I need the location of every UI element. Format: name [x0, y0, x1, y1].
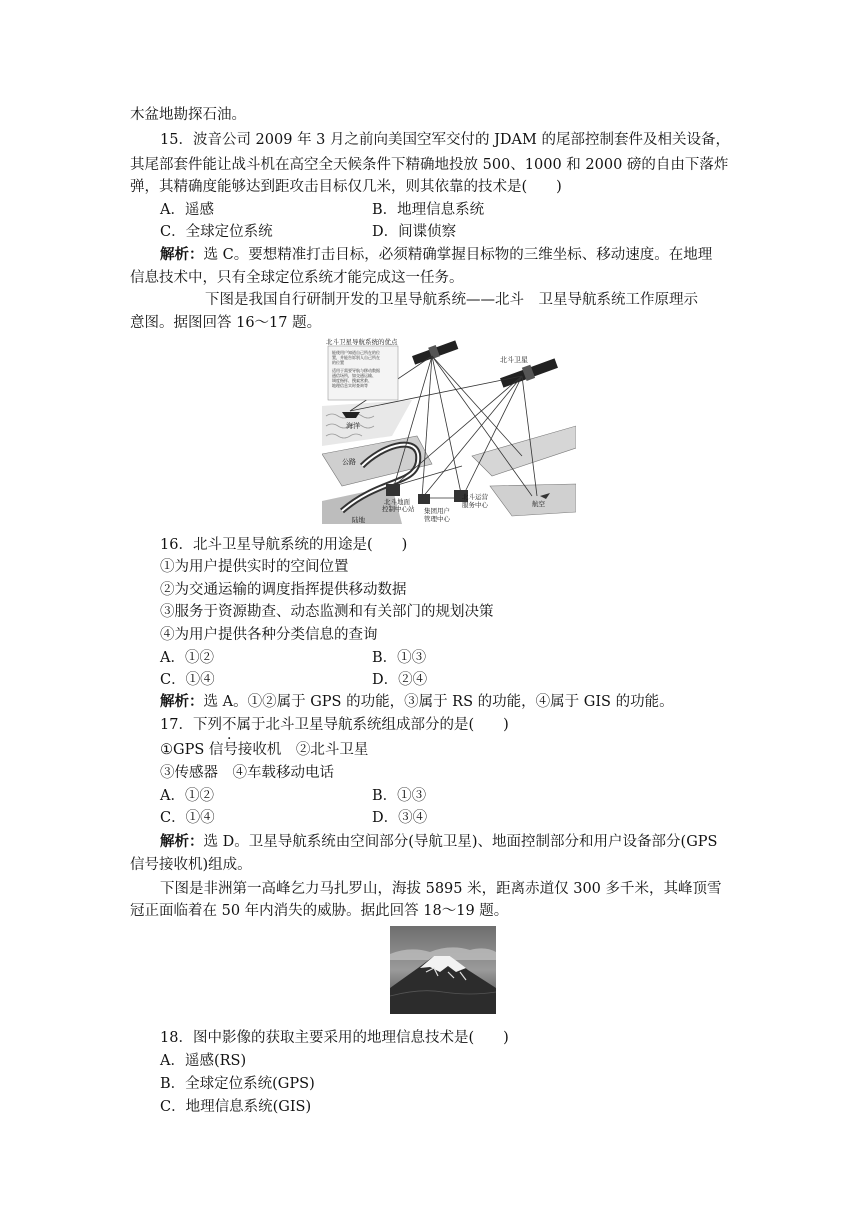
list-item: ①GPS 信号接收机 ②北斗卫星: [160, 742, 369, 758]
option-d: D．③④: [372, 810, 428, 826]
question-text: 属于北斗卫星导航系统组成部分的是( ): [236, 717, 509, 733]
option-c: C．全球定位系统: [160, 224, 273, 240]
label-control-center: 控制中心站: [382, 505, 415, 513]
explanation-text: 选 A。①②属于 GPS 的功能，③属于 RS 的功能，④属于 GIS 的功能。: [203, 694, 674, 710]
option-b: B．①③: [372, 788, 427, 804]
building-icon: [418, 494, 430, 504]
text-line: 木盆地勘探石油。: [130, 107, 246, 123]
emphasis-mark: 不: [221, 717, 237, 733]
label-ocean: 海洋: [346, 422, 360, 430]
text-line: 冠正面临着在 50 年内消失的威胁。据此回答 18～19 题。: [130, 903, 509, 919]
option-c: C．地理信息系统(GIS): [160, 1099, 312, 1115]
question-16: 16．北斗卫星导航系统的用途是( ): [160, 537, 408, 553]
option-a: A．①②: [160, 788, 214, 804]
list-item: ③服务于资源勘查、动态监测和有关部门的规划决策: [160, 604, 494, 620]
option-d: D．间谍侦察: [372, 224, 457, 240]
explanation-15: [160, 245, 712, 265]
label-aviation: 航空: [532, 500, 545, 508]
figure-intro: 下图是非洲第一高峰乞力马扎罗山，海拔 5895 米，距离赤道仅 300 多千米，其峰顶雪: [160, 881, 722, 897]
legend-title: 北斗卫星导航系统的优点: [326, 338, 398, 346]
list-item: ②为交通运输的调度指挥提供移动数据: [160, 582, 407, 598]
option-d: D．②④: [372, 672, 428, 688]
label-group-user: 集团用户: [424, 507, 450, 515]
text-line: 意图。据图回答 16～17 题。: [130, 315, 322, 331]
list-item: ④为用户提供各种分类信息的查询: [160, 627, 378, 643]
explanation-label: 解析：: [160, 693, 204, 710]
legend-text: 地理信息实时查询等: [332, 383, 368, 388]
question-18: 18．图中影像的获取主要采用的地理信息技术是( ): [160, 1030, 509, 1046]
label-road: 公路: [342, 458, 356, 466]
label-satellite: 北斗卫星: [500, 356, 528, 364]
list-item: ①为用户提供实时的空间位置: [160, 559, 349, 575]
question-text: 17．下列: [160, 717, 222, 733]
option-c: C．①④: [160, 672, 215, 688]
kilimanjaro-photo: [390, 926, 496, 1014]
label-control-center: 北斗地面: [384, 498, 410, 506]
option-b: B．地理信息系统: [372, 202, 485, 218]
text-line: 弹，其精确度能够达到距攻击目标仅几米，则其依靠的技术是( ): [130, 179, 562, 195]
explanation-label: 解析：: [160, 246, 204, 263]
text-line: 信号接收机)组成。: [130, 857, 252, 873]
explanation-17: [160, 832, 717, 852]
beidou-diagram: [322, 336, 576, 524]
option-a: A．①②: [160, 650, 214, 666]
legend-text: 置，并能告诉别人自己所在: [332, 355, 380, 360]
text-line: 其尾部套件能让战斗机在高空全天候条件下精确地投放 500、1000 和 2000 磅的自由下落炸: [130, 157, 729, 173]
label-ops-center: 服务中心: [462, 501, 488, 509]
legend-text: 通信场所，如交通运输、: [332, 373, 376, 378]
explanation-16: [160, 692, 674, 712]
text-line: 信息技术中，只有全球定位系统才能完成这一任务。: [130, 270, 464, 286]
option-a: A．遥感: [160, 202, 214, 218]
option-a: A．遥感(RS): [160, 1053, 247, 1069]
explanation-label: 解析：: [160, 833, 204, 850]
legend-text: 能使用户知道自己所在的位: [332, 350, 380, 355]
option-c: C．①④: [160, 810, 215, 826]
legend-text: 调度指挥、搜索营救、: [332, 378, 372, 383]
question-17: [160, 715, 509, 735]
list-item: ③传感器 ④车载移动电话: [160, 765, 334, 781]
option-b: B．①③: [372, 650, 427, 666]
label-ops-center: 北斗运营: [462, 493, 488, 501]
explanation-text: 选 D。卫星导航系统由空间部分(导航卫星)、地面控制部分和用户设备部分(GPS: [203, 834, 718, 850]
label-group-user: 管理中心: [424, 515, 450, 523]
label-land: 陆地: [352, 516, 365, 524]
figure-intro: 下图是我国自行研制开发的卫星导航系统——北斗 卫星导航系统工作原理示: [205, 292, 698, 308]
explanation-text: 选 C。要想精准打击目标，必须精确掌握目标物的三维坐标、移动速度。在地理: [203, 247, 713, 263]
question-15: 15．波音公司 2009 年 3 月之前向美国空军交付的 JDAM 的尾部控制套件及相关设备，: [160, 132, 730, 148]
option-b: B．全球定位系统(GPS): [160, 1076, 315, 1092]
legend-text: 适用于需要导航与移动数据: [332, 368, 380, 373]
building-icon: [386, 484, 400, 496]
legend-text: 的位置: [332, 360, 344, 365]
